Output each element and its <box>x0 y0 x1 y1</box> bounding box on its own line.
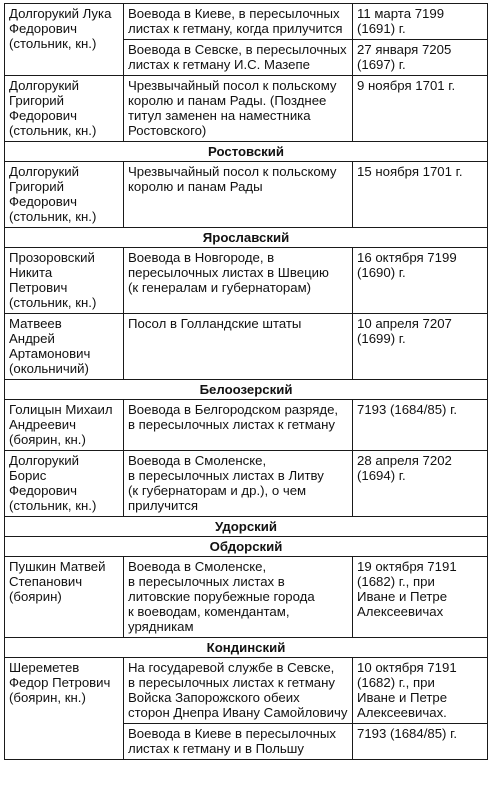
section-title: Удорский <box>5 517 488 537</box>
post-cell <box>124 40 353 76</box>
text-line: На государевой службе в Севске, <box>128 660 335 675</box>
section-row <box>5 142 488 162</box>
text-line: (1690) г. <box>357 265 406 280</box>
text-line: в пересылочных листах к гетману <box>128 675 335 690</box>
text-line: Шереметев <box>9 660 80 675</box>
text-line: Воевода в Севске, в пересылочных <box>128 42 347 57</box>
table-row <box>5 400 488 451</box>
text-line: Ростовского) <box>128 123 207 138</box>
table-body <box>5 4 488 760</box>
text-line: Воевода в Киеве в пересылочных <box>128 726 336 741</box>
text-line: Матвеев <box>9 316 62 331</box>
table-row <box>5 248 488 314</box>
table-row <box>5 4 488 40</box>
text-line: Долгорукий <box>9 164 79 179</box>
text-line: 27 января 7205 <box>357 42 452 57</box>
text-line: урядникам <box>128 619 194 634</box>
person-cell <box>5 314 124 380</box>
text-line: 16 октября 7199 <box>357 250 457 265</box>
section-row <box>5 228 488 248</box>
text-line: Иване и Петре <box>357 690 448 705</box>
post-cell <box>124 557 353 638</box>
person-cell <box>5 162 124 228</box>
table-row <box>5 162 488 228</box>
text-line: Воевода в Белгородском разряде, <box>128 402 339 417</box>
text-line: Григорий <box>9 93 65 108</box>
text-line: королю и панам Рады <box>128 179 263 194</box>
text-line: Федор Петрович <box>9 675 111 690</box>
text-line: 19 октября 7191 <box>357 559 457 574</box>
text-line: Иване и Петре <box>357 589 448 604</box>
text-line: Долгорукий Лука <box>9 6 112 21</box>
person-cell <box>5 76 124 142</box>
text-line: Алексеевичах. <box>357 705 447 720</box>
officials-table <box>4 3 488 760</box>
post-cell <box>124 400 353 451</box>
text-line: (1697) г. <box>357 57 406 72</box>
section-title: Кондинский <box>5 638 488 658</box>
text-line: 10 октября 7191 <box>357 660 457 675</box>
text-line: (стольник, кн.) <box>9 36 97 51</box>
text-line: прилучится <box>128 498 198 513</box>
table-row <box>5 314 488 380</box>
text-line: титул заменен на наместника <box>128 108 311 123</box>
text-line: Никита <box>9 265 53 280</box>
text-line: Андреевич <box>9 417 77 432</box>
text-line: Андрей <box>9 331 55 346</box>
text-line: Воевода в Новгороде, в <box>128 250 275 265</box>
date-cell <box>353 4 488 40</box>
section-row <box>5 517 488 537</box>
text-line: Борис <box>9 468 47 483</box>
section-title: Обдорский <box>5 537 488 557</box>
post-cell <box>124 248 353 314</box>
text-line: листах к гетману, когда прилучится <box>128 21 343 36</box>
text-line: Чрезвычайный посол к польскому <box>128 78 337 93</box>
text-line: Пушкин Матвей <box>9 559 106 574</box>
date-cell <box>353 658 488 724</box>
text-line: 7193 (1684/85) г. <box>357 726 457 741</box>
text-line: 28 апреля 7202 <box>357 453 452 468</box>
text-line: Прозоровский <box>9 250 95 265</box>
text-line: листах к гетману И.С. Мазепе <box>128 57 310 72</box>
text-line: Посол в Голландские штаты <box>128 316 302 331</box>
person-cell <box>5 451 124 517</box>
text-line: (1682) г., при <box>357 574 435 589</box>
text-line: Алексеевичах <box>357 604 444 619</box>
text-line: (1682) г., при <box>357 675 435 690</box>
date-cell <box>353 400 488 451</box>
text-line: (окольничий) <box>9 361 89 376</box>
table-row <box>5 557 488 638</box>
text-line: 15 ноября 1701 г. <box>357 164 463 179</box>
text-line: Федорович <box>9 194 78 209</box>
date-cell <box>353 451 488 517</box>
person-cell <box>5 4 124 76</box>
section-title: Ярославский <box>5 228 488 248</box>
section-row <box>5 638 488 658</box>
text-line: Голицын Михаил <box>9 402 113 417</box>
text-line: Петрович <box>9 280 68 295</box>
text-line: 11 марта 7199 <box>357 6 445 21</box>
person-cell <box>5 557 124 638</box>
text-line: листах к гетману и в Польшу <box>128 741 304 756</box>
text-line: (стольник, кн.) <box>9 498 97 513</box>
person-cell <box>5 658 124 760</box>
text-line: Долгорукий <box>9 453 79 468</box>
post-cell <box>124 162 353 228</box>
text-line: (боярин, кн.) <box>9 690 86 705</box>
text-line: (1699) г. <box>357 331 406 346</box>
text-line: королю и панам Рады. (Позднее <box>128 93 327 108</box>
text-line: Воевода в Смоленске, <box>128 559 267 574</box>
text-line: (боярин, кн.) <box>9 432 86 447</box>
section-row <box>5 537 488 557</box>
date-cell <box>353 40 488 76</box>
section-title: Белоозерский <box>5 380 488 400</box>
text-line: 9 ноября 1701 г. <box>357 78 456 93</box>
text-line: (стольник, кн.) <box>9 295 97 310</box>
post-cell <box>124 658 353 724</box>
text-line: Долгорукий <box>9 78 79 93</box>
date-cell <box>353 724 488 760</box>
text-line: 10 апреля 7207 <box>357 316 452 331</box>
text-line: (стольник, кн.) <box>9 209 97 224</box>
table-row <box>5 76 488 142</box>
post-cell <box>124 451 353 517</box>
text-line: (боярин) <box>9 589 62 604</box>
section-row <box>5 380 488 400</box>
text-line: Артамонович <box>9 346 91 361</box>
section-title: Ростовский <box>5 142 488 162</box>
text-line: Степанович <box>9 574 83 589</box>
date-cell <box>353 76 488 142</box>
text-line: Воевода в Киеве, в пересылочных <box>128 6 340 21</box>
text-line: сторон Днепра Ивану Самойловичу <box>128 705 348 720</box>
text-line: пересылочных листах в Швецию <box>128 265 329 280</box>
person-cell <box>5 400 124 451</box>
text-line: 7193 (1684/85) г. <box>357 402 457 417</box>
text-line: (к губернаторам и др.), о чем <box>128 483 307 498</box>
post-cell <box>124 76 353 142</box>
text-line: в пересылочных листах в Литву <box>128 468 324 483</box>
table-row <box>5 451 488 517</box>
text-line: Федорович <box>9 108 78 123</box>
person-cell <box>5 248 124 314</box>
text-line: (1694) г. <box>357 468 406 483</box>
text-line: Федорович <box>9 483 78 498</box>
date-cell <box>353 162 488 228</box>
post-cell <box>124 314 353 380</box>
post-cell <box>124 4 353 40</box>
text-line: Федорович <box>9 21 78 36</box>
text-line: (к генералам и губернаторам) <box>128 280 312 295</box>
table-row <box>5 658 488 724</box>
text-line: (1691) г. <box>357 21 406 36</box>
date-cell <box>353 314 488 380</box>
text-line: Григорий <box>9 179 65 194</box>
text-line: Воевода в Смоленске, <box>128 453 267 468</box>
text-line: Чрезвычайный посол к польскому <box>128 164 337 179</box>
text-line: в пересылочных листах в <box>128 574 285 589</box>
text-line: литовские порубежные города <box>128 589 315 604</box>
date-cell <box>353 248 488 314</box>
text-line: (стольник, кн.) <box>9 123 97 138</box>
date-cell <box>353 557 488 638</box>
text-line: в пересылочных листах к гетману <box>128 417 335 432</box>
text-line: к воеводам, комендантам, <box>128 604 290 619</box>
post-cell <box>124 724 353 760</box>
text-line: Войска Запорожского обеих <box>128 690 300 705</box>
